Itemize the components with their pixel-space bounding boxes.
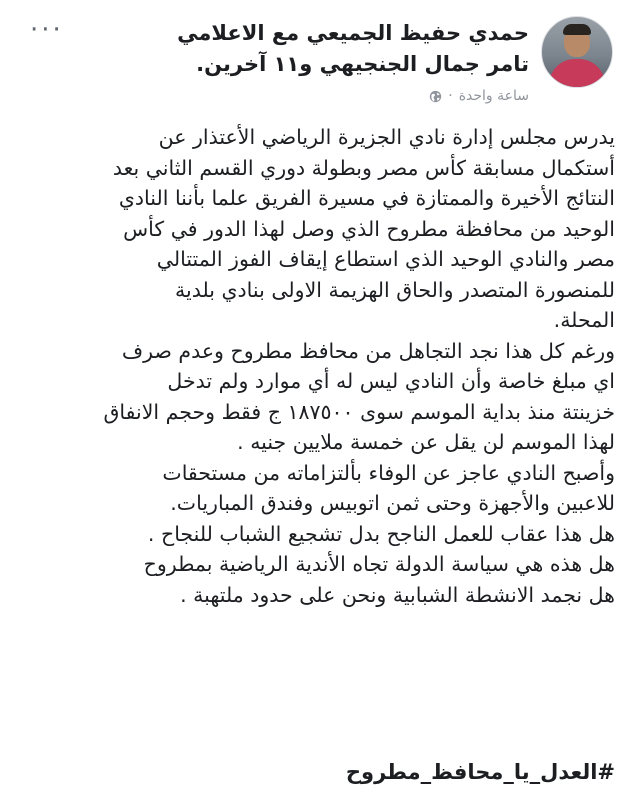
- post-text: [15, 122, 615, 610]
- avatar-hair-shape: [563, 24, 591, 35]
- post-paragraph: ورغم كل هذا نجد التجاهل من محافظ مطروح وعدم صرف اي مبلغ خاصة وأن النادي ليس له أي موارد ولم تدخل خزينتة منذ بداية الموسم سوى ١٨٧٥٠٠ ج فقط وحجم الانفاق لهذا الموسم لن يقل عن خمسة ملايين جنيه .: [103, 338, 615, 454]
- author-avatar[interactable]: [541, 16, 613, 88]
- post-paragraph: هل هذا عقاب للعمل الناجح بدل تشجيع الشباب للنجاح .: [147, 521, 615, 546]
- post-paragraph: وأصبح النادي عاجز عن الوفاء بألتزاماته من مستحقات للاعبين والأجهزة وحتى ثمن اتوبيس وفندق المباريات.: [162, 460, 615, 515]
- post-paragraph: يدرس مجلس إدارة نادي الجزيرة الرياضي الأعتذار عن أستكمال مسابقة كأس مصر وبطولة دوري القسم الثاني بعد النتائج الأخيرة والممتازة في مسيرة الفريق علما بأننا النادي الوحيد من محافظة مطروح الذي وصل لهذا الدور في كأس مصر والنادي الوحيد الذي استطاع إيقاف الفوز المتتالي للمنصورة المتصدر والحاق الهزيمة الاولى بنادي بلدية المحلة.: [112, 125, 615, 332]
- meta-separator: ·: [448, 88, 453, 104]
- hashtag-link[interactable]: #العدل_يا_محافظ_مطروح: [345, 760, 615, 784]
- more-options-icon[interactable]: ···: [30, 15, 64, 45]
- post-paragraph: هل هذه هي سياسة الدولة تجاه الأندية الرياضية بمطروح هل نجمد الانشطة الشبابية ونحن على حدود ملتهبة .: [143, 552, 615, 607]
- post-timestamp[interactable]: ساعة واحدة: [458, 88, 529, 104]
- globe-icon[interactable]: [429, 90, 442, 103]
- post-meta: [429, 88, 529, 104]
- post-author-line[interactable]: حمدي حفيظ الجميعي مع الاعلامي تامر جمال الجنجيهي و١١ آخرين.: [177, 21, 529, 76]
- avatar-body-shape: [549, 59, 605, 88]
